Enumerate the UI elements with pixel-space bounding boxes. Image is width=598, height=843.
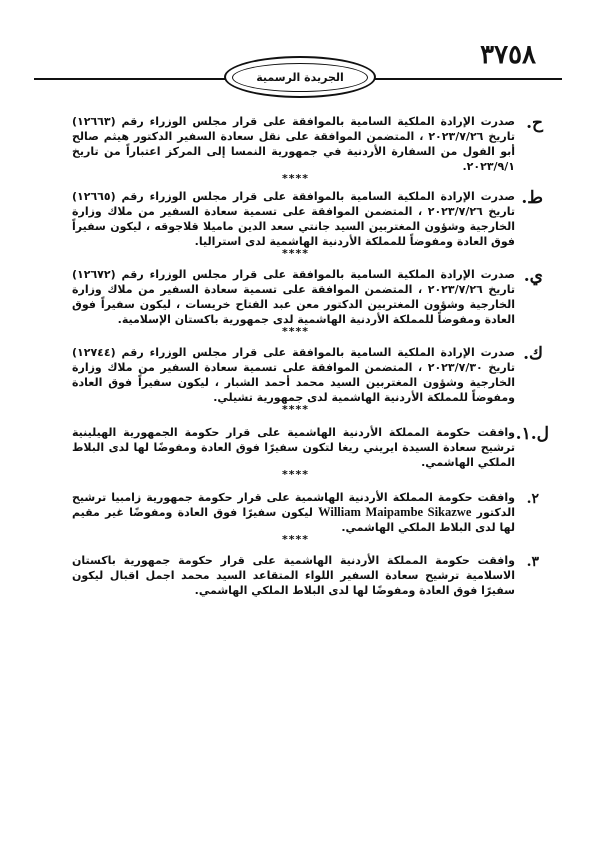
- gazette-title-badge: [224, 56, 376, 98]
- decree-item: [72, 266, 543, 327]
- gazette-content: [72, 113, 549, 598]
- nominee-latin-name: William Maipambe Sikazwe: [318, 505, 472, 519]
- decree-item: [72, 344, 543, 405]
- decree-item: [72, 553, 539, 598]
- decree-item: [72, 490, 539, 535]
- decree-item: [72, 188, 543, 249]
- item-marker: ط.: [521, 188, 543, 208]
- item-marker: ك.: [523, 344, 543, 364]
- separator: ****: [281, 247, 309, 260]
- item-text-after: ليكون سفيرًا فوق العادة ومفوضًا غير مقيم لها لدى البلاط الملكي الهاشمي.: [72, 506, 515, 534]
- item-text-before: وافقت حكومة المملكة الأردنية الهاشمية على قرار حكومة جمهورية زامبيا ترشيح الدكتور: [72, 491, 515, 519]
- item-text: صدرت الإرادة الملكية السامية بالموافقة على قرار مجلس الوزراء رقم (١٢٦٦٥) تاريخ ٢٠٢٣/٧/٢٦ ، المتضمن الموافقة على تسمية سعادة السفير من ملاك وزارة الخارجية وشؤون المغتربين السيد جانتي سعد الدين ماميلا قلاجوقه ، ليكون سفيراً فوق العادة ومفوضاً للمملكة الأردنية الهاشمية لدى استراليا.: [72, 190, 515, 248]
- item-marker: ي.: [523, 266, 543, 286]
- page-number: ٣٧٥٨: [480, 40, 536, 70]
- separator: ****: [281, 403, 309, 416]
- decree-item: [72, 113, 543, 174]
- item-text: صدرت الإرادة الملكية السامية بالموافقة على قرار مجلس الوزراء رقم (١٢٧٤٤) تاريخ ٢٠٢٣/٧/٣٠ ، المتضمن الموافقة على تسمية سعادة السفير من ملاك وزارة الخارجية وشؤون المغتربين السيد محمد أحمد الشبار ، ليكون سفيراً فوق العادة ومفوضاً للمملكة الأردنية الهاشمية لدى جمهورية تشيلي.: [72, 346, 515, 404]
- item-text: وافقت حكومة المملكة الأردنية الهاشمية على قرار حكومة الجمهورية الهيلينية ترشيح سعادة السيدة ايريني ريغا لتكون سفيرًا فوق العادة ومفوضًا لها لدى البلاط الملكي الهاشمي.: [72, 426, 515, 469]
- gazette-title: الجريدة الرسمية: [232, 63, 368, 92]
- item-text: وافقت حكومة المملكة الأردنية الهاشمية على قرار حكومة جمهورية باكستان الاسلامية ترشيح سعادة السفير اللواء المتقاعد السيد محمد اجمل اقبال ليكون سفيرًا فوق العادة ومفوضًا لها لدى البلاط الملكي الهاشمي.: [72, 554, 515, 597]
- item-marker: ل.١.: [515, 424, 549, 444]
- separator: ****: [281, 325, 309, 338]
- decree-item: [72, 424, 549, 470]
- item-marker: ٢.: [526, 491, 539, 507]
- item-text: [72, 490, 515, 535]
- separator: ****: [281, 172, 309, 185]
- separator: ****: [281, 533, 309, 546]
- item-marker: ٣.: [526, 554, 539, 570]
- item-text: صدرت الإرادة الملكية السامية بالموافقة على قرار مجلس الوزراء رقم (١٢٦٧٢) تاريخ ٢٠٢٣/٧/٢٦ ، المتضمن الموافقة على تسمية سعادة السفير من ملاك وزارة الخارجية وشؤون المغتربين الدكتور معن عبد الفتاح خريسات ، ليكون سفيراً فوق العادة ومفوضاً للمملكة الأردنية الهاشمية لدى جمهورية باكستان الإسلامية.: [72, 268, 515, 326]
- item-text: صدرت الإرادة الملكية السامية بالموافقة على قرار مجلس الوزراء رقم (١٢٦٦٣) تاريخ ٢٠٢٣/٧/٢٦ ، المتضمن الموافقة على نقل سعادة السفير الدكتور هيثم صالح أبو الفول من السفارة الأردنية في جمهورية النمسا إلى المركز اعتباراً من تاريخ ٢٠٢٣/٩/١.: [72, 115, 515, 173]
- item-marker: ح.: [526, 113, 543, 133]
- separator: ****: [281, 468, 309, 481]
